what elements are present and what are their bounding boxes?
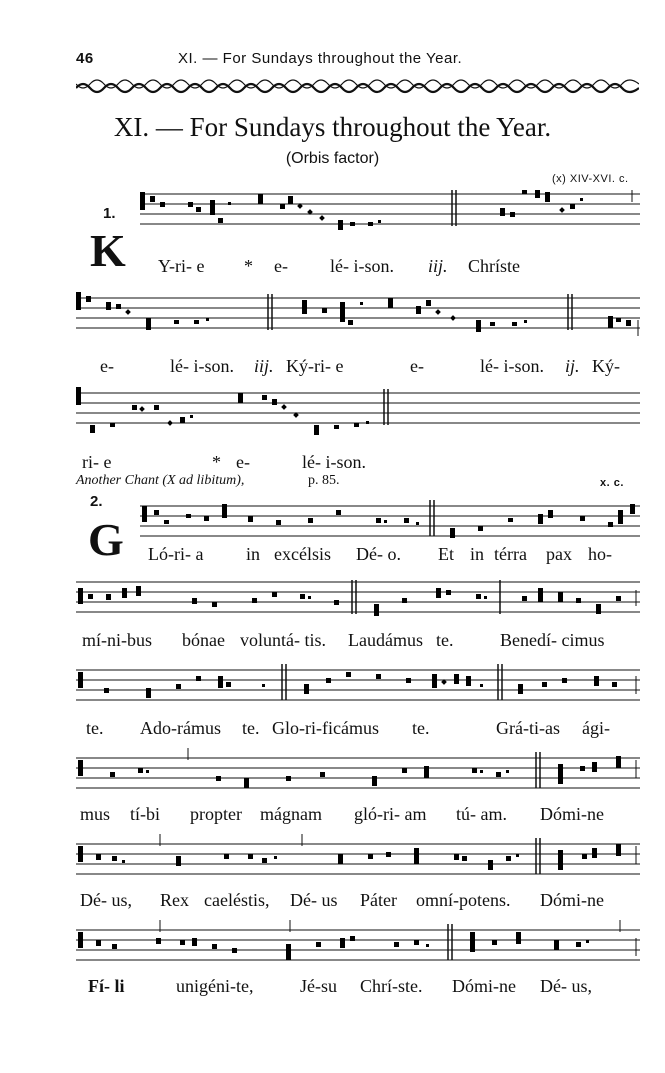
kyrie-l1-s2: * bbox=[244, 256, 253, 276]
kyrie-l1-s4: lé- i-son. bbox=[330, 256, 394, 276]
gloria-l2-s5: te. bbox=[436, 630, 454, 650]
gloria-l4-s2: tí-bi bbox=[130, 804, 160, 824]
gloria-l6-s4: Chrí-ste. bbox=[360, 976, 423, 996]
gloria-l1-s2: in bbox=[246, 544, 261, 564]
gloria-l5-s4: Dé- us bbox=[290, 890, 338, 910]
kyrie-l1-s3: e- bbox=[274, 256, 288, 276]
kyrie-staff-2 bbox=[76, 290, 640, 340]
gloria-l1-s8: pax bbox=[546, 544, 572, 564]
gloria-l3-s5: te. bbox=[412, 718, 430, 738]
kyrie-l2-s7: ij. bbox=[565, 356, 580, 376]
gloria-l2-s1: mí-ni-bus bbox=[82, 630, 152, 650]
gloria-l6-s1: Fí- li bbox=[88, 976, 125, 996]
gloria-l1-s9: ho- bbox=[588, 544, 612, 564]
gloria-staff-3 bbox=[76, 664, 640, 706]
kyrie-l1-s6: Chríste bbox=[468, 256, 520, 276]
another-chant-page-ref: p. 85. bbox=[308, 473, 340, 488]
gloria-l2-s2: bónae bbox=[182, 630, 225, 650]
gloria-l4-s7: Dómi-ne bbox=[540, 804, 604, 824]
page-number: 46 bbox=[76, 50, 94, 67]
gloria-l4-s3: propter bbox=[190, 804, 242, 824]
gloria-l6-s2: unigéni-te, bbox=[176, 976, 254, 996]
kyrie-mode: (x) XIV-XVI. c. bbox=[552, 173, 629, 185]
kyrie-l2-s4: Ký-ri- e bbox=[286, 356, 344, 376]
gloria-l1-s5: Et bbox=[438, 544, 454, 564]
gloria-l1-s6: in bbox=[470, 544, 485, 564]
kyrie-l1-s1: Y-ri- e bbox=[158, 256, 205, 276]
gloria-l4-s5: gló-ri- am bbox=[354, 804, 427, 824]
gloria-l2-s4: Laudámus bbox=[348, 630, 423, 650]
gloria-l4-s6: tú- am. bbox=[456, 804, 507, 824]
gloria-l2-s3: voluntá- tis. bbox=[240, 630, 326, 650]
kyrie-l3-s4: lé- i-son. bbox=[302, 452, 366, 472]
gloria-l2-s6: Benedí- cimus bbox=[500, 630, 605, 650]
gloria-l5-s7: Dómi-ne bbox=[540, 890, 604, 910]
kyrie-l3-s2: * bbox=[212, 452, 221, 472]
gloria-l6-s5: Dómi-ne bbox=[452, 976, 516, 996]
running-head: XI. — For Sundays throughout the Year. bbox=[178, 50, 463, 67]
gloria-l5-s6: omní-potens. bbox=[416, 890, 511, 910]
gloria-staff-6 bbox=[76, 920, 640, 968]
gloria-l6-s6: Dé- us, bbox=[540, 976, 592, 996]
gloria-l3-s3: te. bbox=[242, 718, 260, 738]
gloria-l6-s3: Jé-su bbox=[300, 976, 337, 996]
chant-subtitle: (Orbis factor) bbox=[285, 150, 380, 167]
kyrie-l2-s8: Ký- bbox=[592, 356, 620, 376]
gloria-l4-s4: mágnam bbox=[260, 804, 322, 824]
gloria-l3-s6: Grá-ti-as bbox=[496, 718, 560, 738]
gloria-mode: x. c. bbox=[600, 477, 624, 489]
kyrie-initial: K bbox=[90, 225, 126, 276]
gloria-l3-s2: Ado-rámus bbox=[140, 718, 221, 738]
chant-title: XI. — For Sundays throughout the Year. bbox=[113, 112, 552, 142]
gloria-staff-5 bbox=[76, 834, 640, 882]
gloria-l1-s4: Dé- o. bbox=[356, 544, 401, 564]
gloria-l3-s1: te. bbox=[86, 718, 104, 738]
gloria-staff-1 bbox=[140, 500, 640, 542]
gloria-staff-4 bbox=[76, 748, 640, 796]
kyrie-l2-s1: e- bbox=[100, 356, 114, 376]
gloria-staff-2 bbox=[76, 576, 640, 618]
kyrie-l2-s5: e- bbox=[410, 356, 424, 376]
kyrie-l3-s3: e- bbox=[236, 452, 250, 472]
kyrie-l3-s1: ri- e bbox=[82, 452, 112, 472]
gloria-l3-s4: Glo-ri-ficámus bbox=[272, 718, 379, 738]
gloria-l5-s1: Dé- us, bbox=[80, 890, 132, 910]
gloria-l1-s1: Ló-ri- a bbox=[148, 544, 204, 564]
gloria-l4-s1: mus bbox=[80, 804, 111, 824]
gloria-number: 2. bbox=[90, 493, 103, 510]
gloria-l5-s5: Páter bbox=[360, 890, 397, 910]
gloria-l5-s2: Rex bbox=[160, 890, 189, 910]
gloria-l1-s3: excélsis bbox=[274, 544, 331, 564]
gloria-l1-s7: térra bbox=[494, 544, 527, 564]
gloria-l3-s7: ági- bbox=[582, 718, 610, 738]
ornamental-rule bbox=[76, 78, 639, 94]
kyrie-staff-3 bbox=[76, 385, 640, 435]
kyrie-staff-1 bbox=[140, 190, 640, 230]
kyrie-l2-s2: lé- i-son. bbox=[170, 356, 234, 376]
gloria-l5-s3: caeléstis, bbox=[204, 890, 270, 910]
kyrie-l1-s5: iij. bbox=[428, 256, 448, 276]
kyrie-number: 1. bbox=[103, 205, 116, 222]
kyrie-l2-s6: lé- i-son. bbox=[480, 356, 544, 376]
gloria-initial: G bbox=[88, 514, 124, 565]
another-chant-note: Another Chant (X ad libitum), bbox=[76, 473, 245, 488]
kyrie-l2-s3: iij. bbox=[254, 356, 274, 376]
